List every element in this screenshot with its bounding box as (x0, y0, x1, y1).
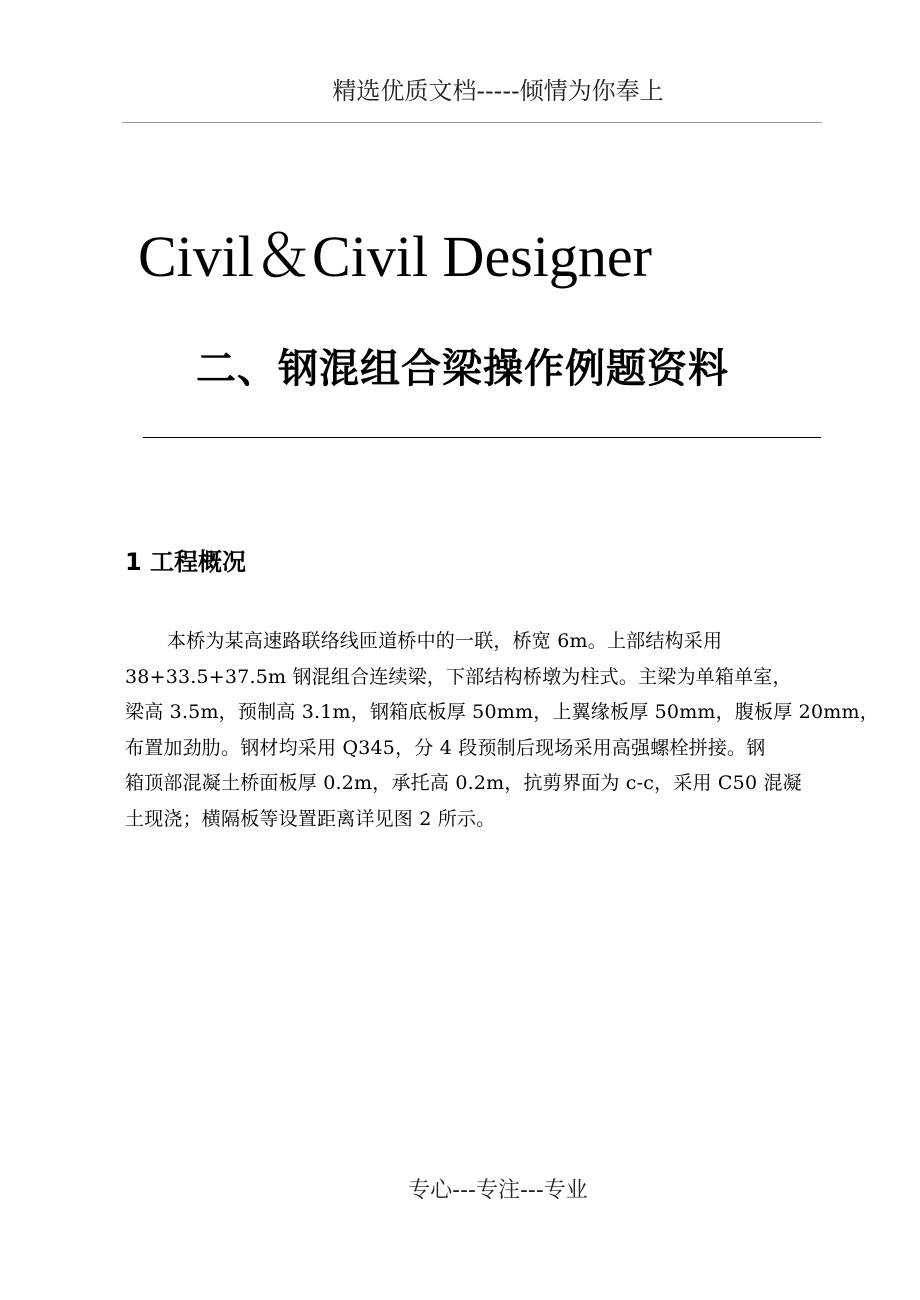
title-divider (143, 437, 821, 438)
paragraph-line: 本桥为某高速路联络线匝道桥中的一联，桥宽 6m。上部结构采用 (167, 630, 723, 652)
page-footer: 专心---专注---专业 (408, 1178, 588, 1203)
document-subtitle: 二、钢混组合梁操作例题资料 (196, 346, 729, 392)
document-title: Civil＆Civil Designer (138, 224, 652, 289)
paragraph-line: 土现浇；横隔板等设置距离详见图 2 所示。 (125, 807, 496, 830)
paragraph-line: 布置加劲肋。钢材均采用 Q345，分 4 段预制后现场采用高强螺栓拼接。钢 (125, 736, 766, 759)
page-header: 精选优质文档-----倾情为你奉上 (332, 77, 664, 105)
paragraph-line: 38+33.5+37.5m 钢混组合连续梁，下部结构桥墩为柱式。主梁为单箱单室， (125, 665, 792, 688)
header-divider (122, 122, 822, 123)
paragraph-line: 梁高 3.5m，预制高 3.1m，钢箱底板厚 50mm，上翼缘板厚 50mm，腹板厚 20mm， (125, 701, 879, 724)
section-heading: 1 工程概况 (125, 548, 247, 576)
paragraph-line: 箱顶部混凝土桥面板厚 0.2m，承托高 0.2m，抗剪界面为 c-c，采用 C50 混凝 (125, 772, 802, 795)
project-overview-paragraph (125, 624, 879, 838)
